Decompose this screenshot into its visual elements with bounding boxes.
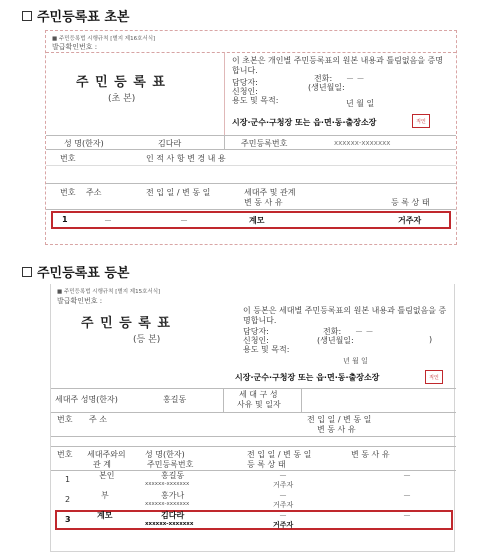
- document-title: 주 민 등 록 표: [76, 75, 166, 90]
- head-name-label: 세대주 성명(한자): [55, 395, 118, 404]
- addr-relation-header: 세대주 및 관계: [244, 188, 296, 197]
- member-reason: －: [403, 471, 411, 480]
- section-title-text: 주민등록표 등본: [37, 266, 130, 281]
- document-subtitle: (등 본): [133, 335, 161, 345]
- member-no: 1: [65, 475, 71, 484]
- chobon-document: [45, 30, 457, 245]
- birth-label: (생년월일:: [308, 83, 345, 92]
- issue-date: 년 월 일: [343, 357, 368, 365]
- member-relation: 본인: [99, 471, 115, 480]
- row-no: 1: [62, 215, 68, 224]
- phone-value: － －: [346, 74, 365, 83]
- member-no: 2: [65, 495, 71, 504]
- checkbox-square-icon: [22, 11, 32, 21]
- member-relation-header-2: 관 계: [93, 460, 111, 469]
- member-relation: 부: [101, 491, 109, 500]
- member-date: －: [279, 491, 287, 500]
- addr-no-header: 번호: [60, 188, 76, 197]
- member-relation: 계모: [97, 511, 113, 520]
- divider: [46, 165, 456, 166]
- row-address: －: [104, 216, 112, 225]
- issuer-label: 시장·군수·구청장 또는 읍·면·동·출장소장: [235, 373, 380, 382]
- official-seal: [412, 114, 430, 128]
- birth-label: (생년월일:: [317, 336, 354, 345]
- addr-date-header: 전 입 일 / 변 동 일: [146, 188, 211, 197]
- personal-no-header: 번호: [60, 154, 76, 163]
- notice-text: 이 등본은 세대별 주민등록표의 원본 내용과 틀림없음을 증명합니다.: [243, 306, 447, 325]
- addr-no-header: 번호: [57, 415, 73, 424]
- issue-number-label: 발급확인번호 :: [57, 297, 103, 305]
- member-no-header: 번호: [57, 450, 73, 459]
- birth-close: ): [429, 335, 433, 344]
- member-date: －: [279, 471, 287, 480]
- member-no: 3: [65, 515, 71, 524]
- divider: [46, 135, 456, 136]
- member-status: 거주자: [273, 501, 294, 509]
- deungbon-document: [50, 284, 455, 552]
- requester-label: 신청인:: [232, 87, 258, 96]
- member-name: 김다라: [161, 511, 185, 520]
- row-status: 거주자: [398, 216, 422, 225]
- row-date: －: [180, 216, 188, 225]
- purpose-label: 용도 및 목적:: [232, 96, 279, 105]
- applicant-label: 담당자:: [243, 327, 269, 336]
- member-date-header: 전 입 일 / 변 동 일: [247, 450, 312, 459]
- purpose-label: 용도 및 목적:: [243, 345, 290, 354]
- phone-value: － －: [355, 327, 374, 336]
- addr-header: 주 소: [89, 415, 107, 424]
- issue-number-label: 발급확인번호 :: [52, 43, 98, 51]
- member-status-header: 등 록 상 태: [247, 460, 286, 469]
- addr-date-header: 전 입 일 / 변 동 일: [307, 415, 372, 424]
- rule-text: ■ 주민등록법 시행규칙 [별지 제15호서식]: [57, 289, 161, 295]
- divider: [46, 149, 456, 150]
- section-title-chobon: [22, 6, 129, 25]
- member-rrn: xxxxxx-xxxxxxx: [145, 501, 190, 507]
- composition-reason-label: 사유 및 일자: [237, 400, 281, 409]
- rule-text: ■ 주민등록법 시행규칙 [별지 제16호서식]: [52, 36, 156, 42]
- checkbox-square-icon: [22, 267, 32, 277]
- document-subtitle: (초 본): [108, 94, 136, 104]
- divider: [51, 436, 456, 437]
- member-rrn: xxxxxx-xxxxxxx: [145, 521, 194, 527]
- applicant-label: 담당자:: [232, 78, 258, 87]
- divider: [46, 209, 456, 210]
- member-rrn: xxxxxx-xxxxxxx: [145, 481, 190, 487]
- member-name: 홍길동: [161, 471, 185, 480]
- document-title: 주 민 등 록 표: [81, 316, 171, 331]
- divider: [223, 388, 224, 412]
- issue-date: 년 월 일: [346, 99, 375, 108]
- member-status: 거주자: [273, 481, 294, 489]
- name-label: 성 명(한자): [64, 139, 104, 148]
- rrn-value: xxxxxx-xxxxxxx: [334, 139, 391, 147]
- divider: [51, 412, 456, 413]
- issuer-label: 시장·군수·구청장 또는 읍·면·동·출장소장: [232, 118, 377, 127]
- member-name: 홍가나: [161, 491, 185, 500]
- divider: [224, 135, 225, 149]
- official-seal: [425, 370, 443, 384]
- addr-reason-header: 변 동 사 유: [317, 425, 356, 434]
- personal-change-header: 인 적 사 항 변 경 내 용: [146, 154, 226, 163]
- requester-label: 신청인:: [243, 336, 269, 345]
- seal-text: 직인: [429, 374, 439, 381]
- member-reason: －: [403, 511, 411, 520]
- section-title-deungbon: [22, 262, 129, 281]
- addr-reason-header: 변 동 사 유: [244, 198, 283, 207]
- member-status: 거주자: [273, 521, 294, 529]
- phone-label: 전화:: [323, 327, 342, 336]
- name-value: 김다라: [158, 139, 182, 148]
- member-date: －: [279, 511, 287, 520]
- head-name-value: 홍길동: [163, 395, 187, 404]
- divider: [46, 52, 456, 53]
- addr-status-header: 등 록 상 태: [391, 198, 430, 207]
- divider: [224, 53, 225, 135]
- notice-text: 이 초본은 개인별 주민등록표의 원본 내용과 틀림없음을 증명합니다.: [232, 56, 443, 75]
- member-reason: －: [403, 491, 411, 500]
- section-title-text: 주민등록표 초본: [37, 10, 130, 25]
- row-relation: 계모: [249, 216, 265, 225]
- member-name-header: 성 명(한자): [145, 450, 185, 459]
- highlighted-member-row: [55, 510, 453, 530]
- phone-label: 전화:: [314, 74, 333, 83]
- member-reason-header: 변 동 사 유: [351, 450, 390, 459]
- divider: [46, 183, 456, 184]
- member-relation-header: 세대주와의: [87, 450, 126, 459]
- seal-text: 직인: [416, 118, 426, 125]
- divider: [301, 388, 302, 412]
- addr-header: 주소: [86, 188, 102, 197]
- composition-label: 세 대 구 성: [239, 390, 278, 399]
- divider: [51, 446, 456, 447]
- member-rrn-header: 주민등록번호: [147, 460, 194, 469]
- rrn-label: 주민등록번호: [241, 139, 288, 148]
